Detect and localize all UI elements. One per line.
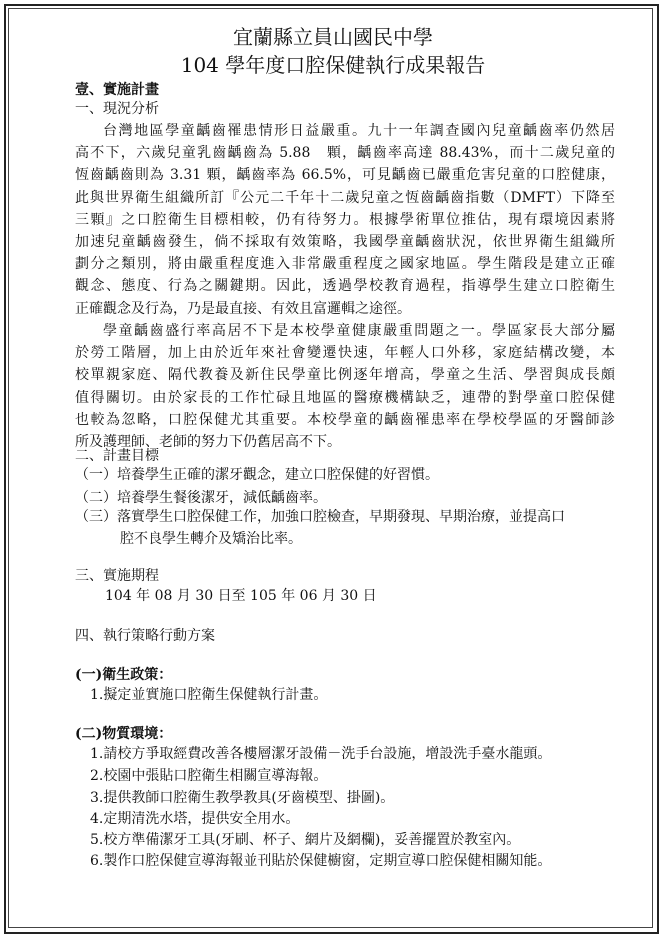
heading-physical-environment: (二)物質環境： (75, 726, 173, 742)
goal-number: （二） (75, 490, 117, 506)
paragraph-analysis-2 (75, 320, 615, 453)
paragraph-line: 於勞工階層，加上由於近年來社會變遷快速，年輕人口外移，家庭結構改變，本 (75, 345, 615, 362)
goal-number: （一） (75, 467, 117, 483)
environment-item: 5.校方準備潔牙工具(牙刷、杯子、網片及網欄)，妥善擺置於教室內。 (90, 832, 521, 848)
section-heading-plan: 壹、實施計畫 (75, 82, 159, 98)
paragraph-line: 校單親家庭、隔代教養及新住民學童比例逐年增高，學童之生活、學習與成長頗 (75, 367, 615, 384)
paragraph-line: 恆齒齲齒則為 3.31 顆，齲齒率為 66.5%，可見齲齒已嚴重危害兒童的口腔健康， (75, 167, 615, 184)
paragraph-line: 值得關切。由於家長的工作忙碌且地區的醫療機構缺乏，連帶的對學童口腔保健 (75, 389, 615, 406)
subheading-analysis: 一、現況分析 (75, 101, 159, 117)
subheading-strategy: 四、執行策略行動方案 (75, 628, 215, 644)
paragraph-analysis-1 (75, 120, 615, 320)
goal-text: 落實學生口腔保健工作，加強口腔檢查，早期發現、早期治療，並提高口 (117, 509, 565, 525)
goal-text-continued: 腔不良學生轉介及矯治比率。 (120, 531, 302, 547)
paragraph-line: 也較為忽略，口腔保健尤其重要。本校學童的齲齒罹患率在學校學區的牙醫師診 (75, 411, 615, 428)
paragraph-line: 所及護理師、老師的努力下仍舊居高不下。 (75, 433, 341, 450)
environment-item: 6.製作口腔保健宣導海報並刊貼於保健櫥窗，定期宣導口腔保健相關知能。 (90, 853, 552, 869)
paragraph-line: 此與世界衛生組織所訂『公元二千年十二歲兒童之恆齒齲齒指數（DMFT）下降至 (75, 189, 615, 206)
paragraph-line: 觀念、態度、行為之關鍵期。因此，透過學校教育過程，指導學生建立口腔衛生 (75, 278, 615, 295)
subheading-period: 三、實施期程 (75, 568, 159, 584)
paragraph-line: 高不下，六歲兒童乳齒齲齒為 5.88 顆，齲齒率高達 88.43%，而十二歲兒童的 (75, 145, 615, 162)
paragraph-line: 加速兒童齲齒發生，倘不採取有效策略，我國學童齲齒狀況，依世界衛生組織所 (75, 233, 615, 250)
paragraph-line: 三顆』之口腔衛生目標相較，仍有待努力。根據學術單位推估，現有環境因素將 (75, 211, 615, 228)
environment-item: 4.定期清洗水塔，提供安全用水。 (90, 811, 300, 827)
document-subtitle: 104 學年度口腔保健執行成果報告 (180, 53, 486, 77)
paragraph-line: 正確觀念及行為，乃是最直接、有效且富邏輯之途徑。 (75, 300, 411, 317)
heading-health-policy: (一)衛生政策： (75, 667, 173, 683)
policy-item: 1.擬定並實施口腔衛生保健執行計畫。 (90, 687, 328, 703)
goal-text: 培養學生餐後潔牙，減低齲齒率。 (117, 490, 327, 506)
period-dates: 104 年 08 月 30 日至 105 年 06 月 30 日 (105, 588, 377, 604)
goal-text: 培養學生正確的潔牙觀念，建立口腔保健的好習慣。 (117, 467, 439, 483)
environment-item: 1.請校方爭取經費改善各樓層潔牙設備－洗手台設施，增設洗手臺水龍頭。 (90, 746, 552, 762)
paragraph-line: 台灣地區學童齲齒罹患情形日益嚴重。九十一年調查國內兒童齲齒率仍然居 (103, 123, 615, 139)
paragraph-line: 劃分之類別，將由嚴重程度進入非常嚴重程度之國家地區。學生階段是建立正確 (75, 256, 615, 273)
paragraph-line: 學童齲齒盛行率高居不下是本校學童健康嚴重問題之一。學區家長大部分屬 (103, 323, 615, 339)
document-title: 宜蘭縣立員山國民中學 (233, 25, 433, 49)
goal-item (75, 465, 439, 485)
environment-item: 3.提供教師口腔衛生教學教具(牙齒模型、掛圖)。 (90, 790, 395, 806)
goal-item (75, 488, 327, 508)
goal-number: （三） (75, 509, 117, 525)
environment-item: 2.校園中張貼口腔衛生相關宣導海報。 (90, 768, 328, 784)
goal-item (75, 507, 565, 527)
subheading-goals: 二、計畫目標 (75, 448, 159, 464)
